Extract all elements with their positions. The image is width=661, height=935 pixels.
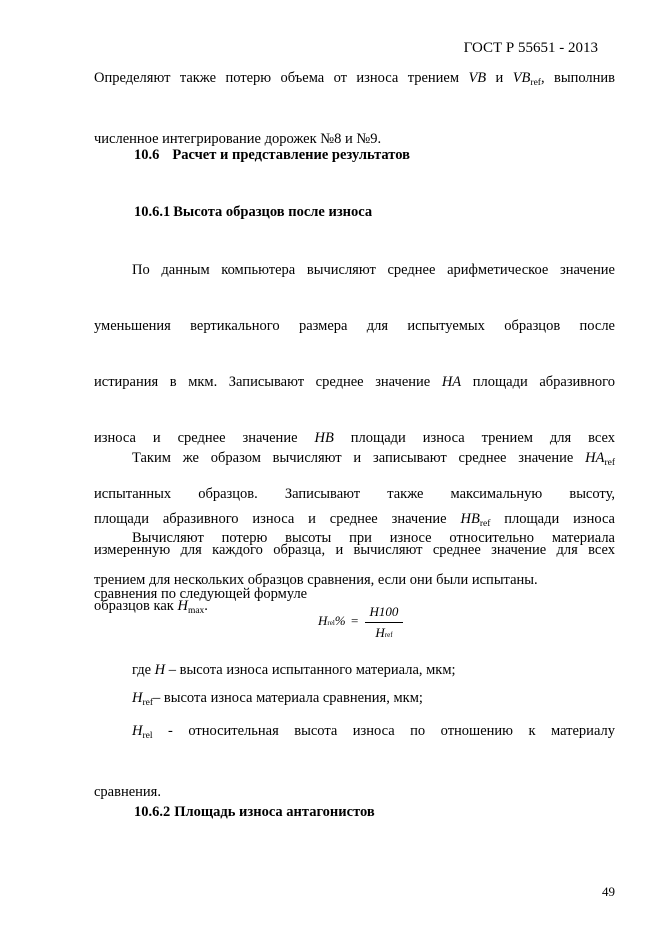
intro-line-2: численное интегрирование дорожек №8 и №9.: [94, 131, 382, 147]
var-h: H: [375, 625, 385, 640]
subscript: max: [187, 606, 205, 616]
intro-line-1: [94, 64, 615, 125]
var-h: H: [132, 690, 143, 706]
text: истирания в мкм. Записывают среднее значение: [94, 374, 442, 390]
definitions: [94, 656, 615, 806]
subscript: rel: [327, 619, 335, 627]
var-ha: HA: [585, 450, 605, 466]
text: площади износа трением для всех: [333, 430, 616, 446]
text: Определяют также потерю объема от износа трением: [94, 70, 469, 86]
subscript: ref: [530, 78, 541, 88]
section-number: 10.6.2: [134, 804, 171, 820]
text: площади износа: [490, 511, 615, 527]
section-number: 10.6.1: [134, 204, 171, 220]
percent-sign: %: [334, 613, 346, 628]
subscript: ref: [384, 631, 393, 639]
p2-line-1: [94, 444, 615, 505]
var-hb: HB: [314, 430, 334, 446]
subscript: ref: [604, 458, 615, 468]
p1-line-5: испытанных образцов. Записывают также максимальную высоту,: [94, 486, 615, 502]
text: площади абразивного: [461, 374, 615, 390]
def-h: [94, 656, 615, 684]
document-header: ГОСТ Р 55651 - 2013: [463, 40, 598, 56]
p1-line-2: уменьшения вертикального размера для испытуемых образцов после: [94, 318, 615, 334]
section-title: Расчет и представление результатов: [172, 147, 410, 163]
paragraph-3: [94, 524, 615, 608]
subscript: rel: [142, 731, 153, 741]
text: – высота износа материала сравнения, мкм;: [153, 690, 423, 706]
p1-line-1: По данным компьютера вычисляют среднее арифметическое значение: [132, 262, 615, 278]
text: площади абразивного износа и среднее значение: [94, 511, 461, 527]
var-h: H: [318, 613, 328, 628]
text: .: [204, 598, 208, 614]
var-vbref: VB: [512, 70, 531, 86]
p3-line-1: Вычисляют потерю высоты при износе относительно материала: [132, 530, 615, 546]
formula-denominator: [365, 625, 403, 641]
p2-line-3: трением для нескольких образцов сравнения, если они были испытаны.: [94, 572, 538, 588]
formula-equals: =: [351, 613, 359, 628]
var-ha: HA: [441, 374, 462, 390]
text: , выполнив: [540, 70, 615, 86]
section-heading-10-6-1: [134, 204, 372, 221]
section-number: 10.6: [134, 147, 160, 163]
text: и: [486, 70, 513, 86]
p1-line-6: измеренную для каждого образца, и вычисляют среднее значение для всех: [94, 542, 615, 558]
subscript: ref: [479, 519, 491, 529]
section-title: Высота образцов после износа: [173, 204, 373, 220]
text: – высота износа испытанного материала, мкм;: [165, 662, 456, 678]
var-h: H: [132, 723, 143, 739]
p3-line-2: сравнения по следующей формуле: [94, 586, 308, 602]
section-heading-10-6-2: [134, 804, 375, 821]
def-h-rel-cont: сравнения.: [94, 784, 161, 800]
def-h-rel: [94, 717, 615, 778]
formula-h-rel: [318, 604, 458, 644]
formula-lhs: [318, 613, 346, 629]
var-hb: HB: [460, 511, 480, 527]
var-vb: VB: [468, 70, 487, 86]
subscript: ref: [142, 698, 154, 708]
text: Таким же образом вычисляют и записывают среднее значение: [132, 450, 586, 466]
text: - относительная высота износа по отношению к материалу: [152, 723, 615, 739]
text: образцов как: [94, 598, 178, 614]
section-title: Площадь износа антагонистов: [174, 804, 375, 820]
section-heading-10-6: [134, 147, 410, 164]
p1-line-3: [94, 368, 615, 424]
var-h: H: [177, 598, 188, 614]
formula-numerator: [365, 604, 403, 620]
intro-paragraph: [94, 64, 615, 153]
var-h: H: [154, 662, 166, 678]
text: износа и среднее значение: [94, 430, 315, 446]
text: где: [132, 662, 155, 678]
fraction-bar: [365, 622, 403, 623]
def-h-ref: [94, 684, 615, 717]
numerator: H100: [369, 604, 399, 619]
page-number: 49: [602, 884, 615, 899]
